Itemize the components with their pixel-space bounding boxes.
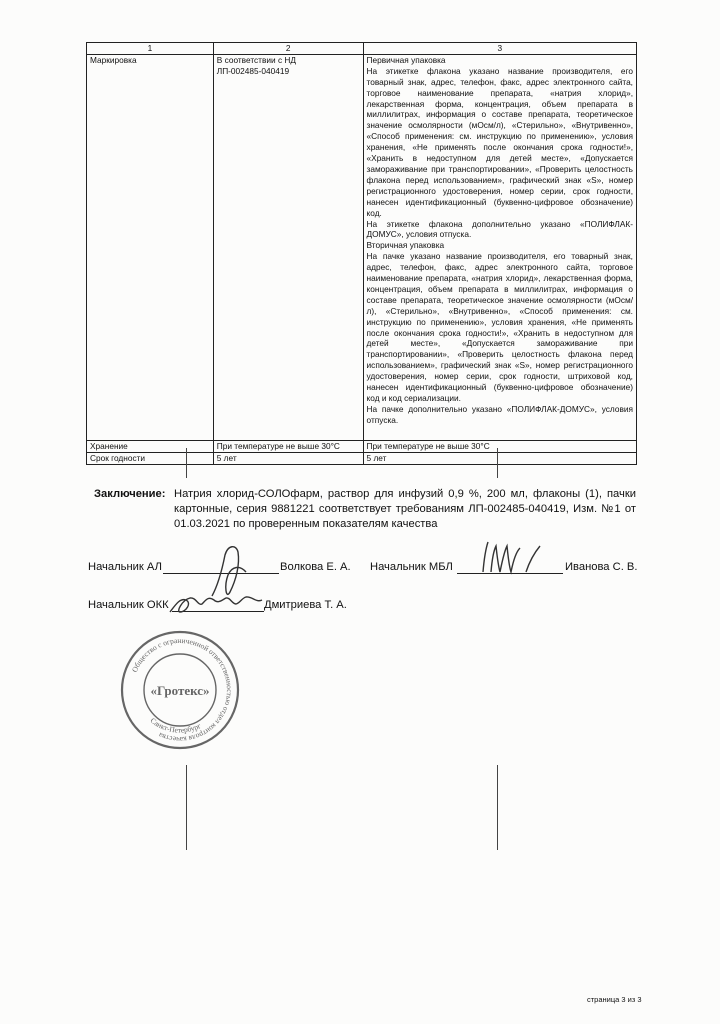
company-stamp xyxy=(120,628,240,752)
row-name: Маркировка xyxy=(87,54,214,440)
stamp-city: Санкт-Петербург xyxy=(148,715,203,735)
stamp-center-text: «Гротекс» xyxy=(150,683,210,698)
page-number: страница 3 из 3 xyxy=(587,995,642,1004)
row-result: 5 лет xyxy=(363,452,636,464)
row-name: Хранение xyxy=(87,440,214,452)
row-result: Первичная упаковка На этикетке флакона указано название производителя, его товарный знак, адрес, телефон, факс, адрес электронного сайта, торговое наименование препарата, «натрия хлорид», лекарственная форма, концентрация, объем препарата в миллилитрах, информация о составе препарата, теоретическое значение осмолярности (мОсм/л), «Стерильно», «Внутривенно», «Способ применения: см. инструкцию по применению», условия хранения, «Не применять после окончания срока годности!», «Хранить в недоступном для детей месте», «Допускается замораживание при транспортировании», «Проверить целостность флакона перед использованием», графический знак «S», номер регистрационного удостоверения, номер серии, срок годности, нанесен идентификационный (буквенно-цифровое обозначение) код. На этикетке флакона дополнительно указано «ПОЛИФЛАК-ДОМУС», условия отпуска. Вторичная упаковка На пачке указано название производителя, его товарный знак, адрес, телефон, факс, адрес электронного сайта, торговое наименование препарата, «натрия хлорид», лекарственная форма, концентрация, объем препарата в миллилитрах, информация о составе препарата, теоретическое значение осмолярности (мОсм/л), «Стерильно», «Внутривенно», «Способ применения: см. инструкцию по применению», условия хранения, «Не применять после окончания срока годности!», «Хранить в недоступном для детей месте», «Допускается замораживание при транспортировании», «Проверить целостность флакона перед использованием», графический знак «S», номер регистрационного удостоверения, номер серии, срок годности, штриховой код, нанесен идентификационный (буквенно-цифровое обозначение) код и код сериализации. На пачке дополнительно указано «ПОЛИФЛАК-ДОМУС», условия отпуска. xyxy=(363,54,636,440)
row-nd: В соответствии с НД ЛП-002485-040419 xyxy=(213,54,363,440)
mbl-title: Начальник МБЛ xyxy=(370,561,453,573)
conclusion-label: Заключение: xyxy=(94,488,166,500)
col-number-1: 1 xyxy=(87,43,214,55)
al-title: Начальник АЛ xyxy=(88,561,162,573)
row-result: При температуре не выше 30°С xyxy=(363,440,636,452)
mbl-name: Иванова С. В. xyxy=(565,561,638,573)
row-nd: 5 лет xyxy=(213,452,363,464)
row-nd: При температуре не выше 30°С xyxy=(213,440,363,452)
okk-name: Дмитриева Т. А. xyxy=(264,599,347,611)
al-name: Волкова Е. А. xyxy=(280,561,351,573)
col-number-2: 2 xyxy=(213,43,363,55)
stamp-ring-text: Общество с ограниченной ответственностью отдел контроля качества xyxy=(129,635,235,745)
col-number-3: 3 xyxy=(363,43,636,55)
row-name: Срок годности xyxy=(87,452,214,464)
okk-title: Начальник ОКК xyxy=(88,599,169,611)
conclusion-text: Натрия хлорид-СОЛОфарм, раствор для инфузий 0,9 %, 200 мл, флаконы (1), пачки картонные, серия 9881221 соответствует требованиям ЛП-002485-040419, Изм. №1 от 01.03.2021 по проверенным показателям качества xyxy=(174,488,636,530)
